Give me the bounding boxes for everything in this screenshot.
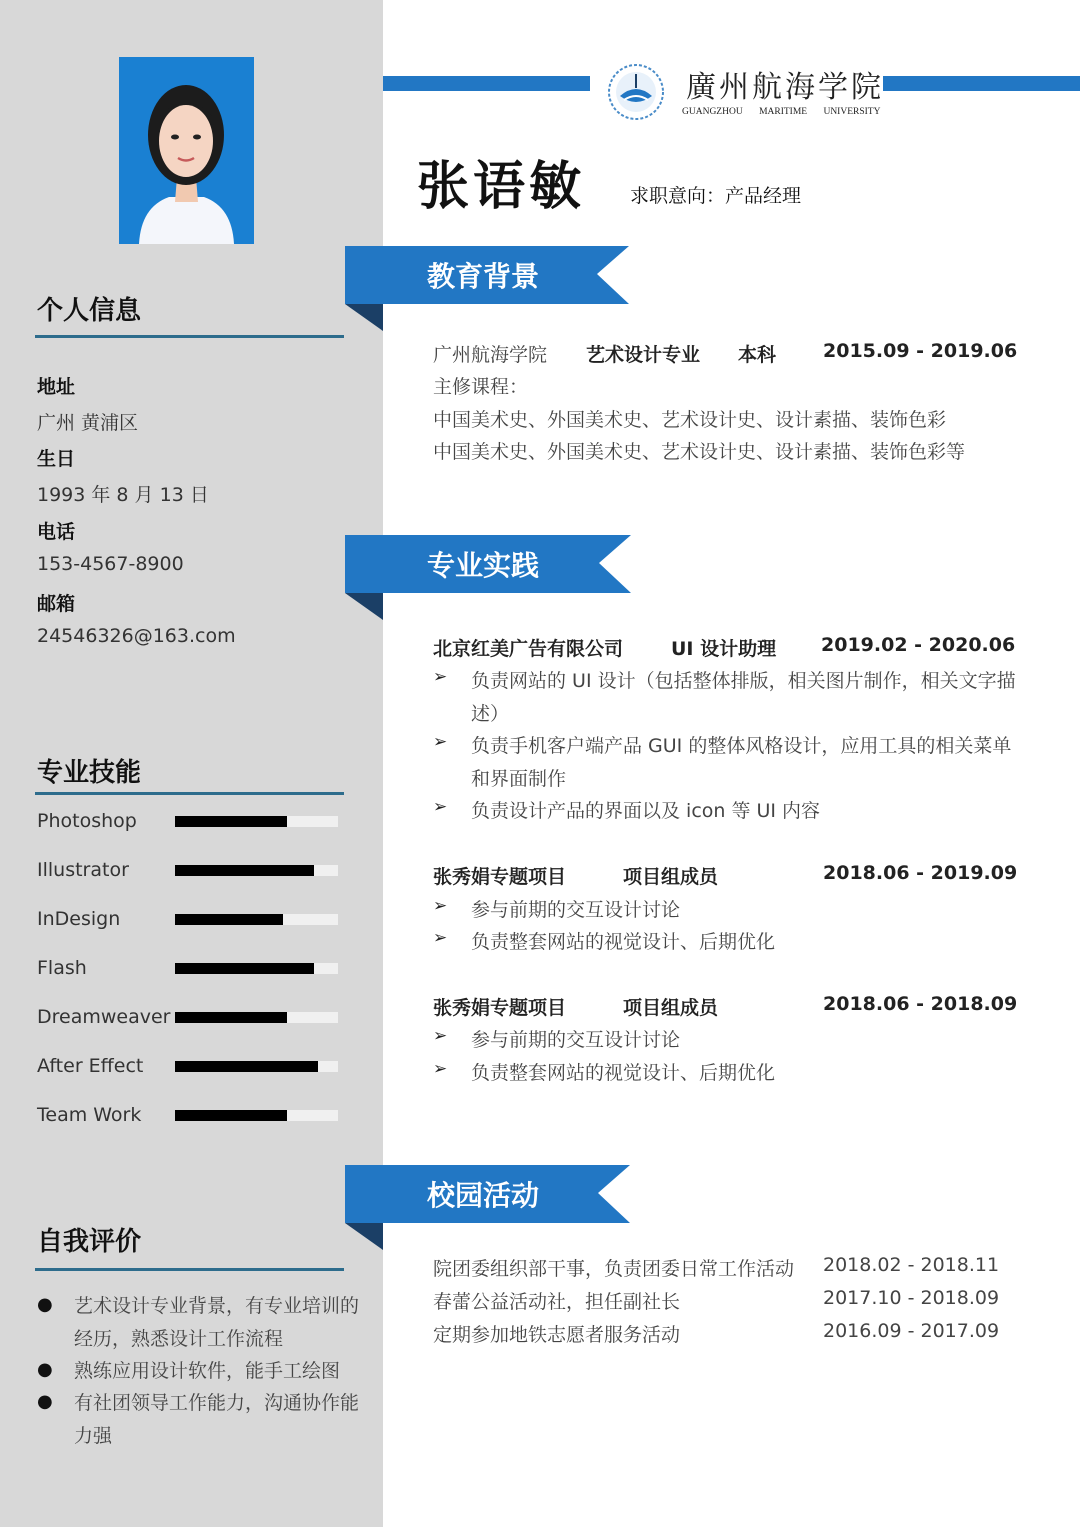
arrow-bullet-icon: ➢ bbox=[433, 928, 448, 948]
skill-bar-track bbox=[175, 1110, 338, 1121]
courses-line: 中国美术史、外国美术史、艺术设计史、设计素描、装饰色彩 bbox=[433, 409, 947, 431]
practice-title: 专业实践 bbox=[427, 549, 540, 582]
birthday-label: 生日 bbox=[37, 448, 76, 470]
bullet-icon: ● bbox=[37, 1359, 53, 1380]
skill-bar-fill bbox=[175, 865, 314, 876]
skill-bar-track bbox=[175, 816, 338, 827]
skill-bar-fill bbox=[175, 914, 283, 925]
skill-bar-track bbox=[175, 865, 338, 876]
skill-name: Flash bbox=[37, 957, 87, 979]
profile-photo bbox=[119, 57, 254, 244]
phone-label: 电话 bbox=[37, 521, 76, 543]
university-name: 廣州航海学院 bbox=[686, 70, 884, 105]
divider bbox=[35, 335, 344, 338]
university-logo-icon bbox=[606, 62, 666, 126]
skill-name: InDesign bbox=[37, 908, 121, 930]
skill-name: After Effect bbox=[37, 1055, 144, 1077]
skill-name: Team Work bbox=[37, 1104, 142, 1126]
arrow-bullet-icon: ➢ bbox=[433, 1026, 448, 1046]
bullet-icon: ● bbox=[37, 1294, 53, 1315]
skill-bar-track bbox=[175, 1061, 338, 1072]
arrow-bullet-icon: ➢ bbox=[433, 797, 448, 817]
skill-bar-fill bbox=[175, 1061, 318, 1072]
evaluation-title: 自我评价 bbox=[37, 1227, 142, 1257]
job-point: 负责手机客户端产品 GUI 的整体风格设计，应用工具的相关菜单 bbox=[471, 735, 1012, 757]
evaluation-item: 艺术设计专业背景，有专业培训的经历，熟悉设计工作流程 bbox=[74, 1295, 360, 1350]
university-name-en: GUANGZHOU MARITIME UNIVERSITY bbox=[682, 107, 881, 117]
job-point: 参与前期的交互设计讨论 bbox=[471, 1029, 681, 1051]
job-point: 负责整套网站的视觉设计、后期优化 bbox=[471, 931, 776, 953]
job-point: 述） bbox=[471, 703, 510, 725]
bullet-icon: ● bbox=[37, 1391, 53, 1412]
address-label: 地址 bbox=[37, 376, 76, 398]
job-company: 北京红美广告有限公司 bbox=[433, 638, 624, 660]
birthday-value: 1993 年 8 月 13 日 bbox=[37, 484, 209, 506]
courses-line: 中国美术史、外国美术史、艺术设计史、设计素描、装饰色彩等 bbox=[433, 441, 966, 463]
section-banner-education bbox=[345, 246, 629, 335]
arrow-bullet-icon: ➢ bbox=[433, 667, 448, 687]
job-point: 负责网站的 UI 设计（包括整体排版，相关图片制作，相关文字描 bbox=[471, 670, 1016, 692]
job-role: 项目组成员 bbox=[623, 997, 719, 1019]
education-title: 教育背景 bbox=[427, 260, 540, 293]
job-company: 张秀娟专题项目 bbox=[433, 997, 567, 1019]
campus-period: 2017.10 - 2018.09 bbox=[823, 1287, 1000, 1309]
skill-bar-fill bbox=[175, 1012, 287, 1023]
arrow-bullet-icon: ➢ bbox=[433, 732, 448, 752]
skill-name: Dreamweaver bbox=[37, 1006, 171, 1028]
skill-bar-fill bbox=[175, 1110, 287, 1121]
job-intent: 求职意向：产品经理 bbox=[630, 185, 802, 207]
divider bbox=[35, 792, 344, 795]
personal-info-title: 个人信息 bbox=[37, 296, 142, 326]
header-bar-left bbox=[383, 76, 590, 91]
evaluation-item: 熟练应用设计软件，能手工绘图 bbox=[74, 1360, 341, 1382]
header-bar-right bbox=[883, 76, 1080, 91]
evaluation-item: 有社团领导工作能力，沟通协作能力强 bbox=[74, 1392, 360, 1447]
skill-name: Photoshop bbox=[37, 810, 137, 832]
skills-title: 专业技能 bbox=[37, 758, 142, 788]
campus-period: 2016.09 - 2017.09 bbox=[823, 1320, 1000, 1342]
campus-activity: 春蕾公益活动社，担任副社长 bbox=[433, 1291, 681, 1313]
skill-name: Illustrator bbox=[37, 859, 129, 881]
education-major: 艺术设计专业 bbox=[586, 344, 701, 366]
section-banner-campus bbox=[345, 1165, 630, 1254]
divider bbox=[35, 1268, 344, 1271]
section-banner-practice bbox=[345, 535, 631, 624]
skill-bar-fill bbox=[175, 816, 287, 827]
courses-label: 主修课程： bbox=[433, 376, 529, 398]
email-label: 邮箱 bbox=[37, 593, 76, 615]
job-period: 2018.06 - 2019.09 bbox=[823, 862, 1018, 884]
skill-bar-track bbox=[175, 963, 338, 974]
campus-period: 2018.02 - 2018.11 bbox=[823, 1254, 1000, 1276]
arrow-bullet-icon: ➢ bbox=[433, 1059, 448, 1079]
skill-bar-fill bbox=[175, 963, 314, 974]
job-role: 项目组成员 bbox=[623, 866, 719, 888]
skill-bar-track bbox=[175, 914, 338, 925]
job-point: 和界面制作 bbox=[471, 768, 567, 790]
candidate-name: 张语敏 bbox=[417, 157, 586, 217]
education-degree: 本科 bbox=[738, 344, 777, 366]
skill-bar-track bbox=[175, 1012, 338, 1023]
arrow-bullet-icon: ➢ bbox=[433, 896, 448, 916]
job-role: UI 设计助理 bbox=[671, 638, 777, 660]
campus-activity: 院团委组织部干事，负责团委日常工作活动 bbox=[433, 1258, 795, 1280]
phone-value: 153-4567-8900 bbox=[37, 553, 184, 575]
job-point: 负责设计产品的界面以及 icon 等 UI 内容 bbox=[471, 800, 821, 822]
job-point: 参与前期的交互设计讨论 bbox=[471, 899, 681, 921]
job-point: 负责整套网站的视觉设计、后期优化 bbox=[471, 1062, 776, 1084]
job-period: 2018.06 - 2018.09 bbox=[823, 993, 1018, 1015]
address-value: 广州 黄浦区 bbox=[37, 412, 139, 434]
education-school: 广州航海学院 bbox=[433, 344, 548, 366]
email-value: 24546326@163.com bbox=[37, 625, 236, 647]
job-period: 2019.02 - 2020.06 bbox=[821, 634, 1016, 656]
education-period: 2015.09 - 2019.06 bbox=[823, 340, 1018, 362]
campus-title: 校园活动 bbox=[427, 1179, 540, 1212]
job-company: 张秀娟专题项目 bbox=[433, 866, 567, 888]
campus-activity: 定期参加地铁志愿者服务活动 bbox=[433, 1324, 681, 1346]
